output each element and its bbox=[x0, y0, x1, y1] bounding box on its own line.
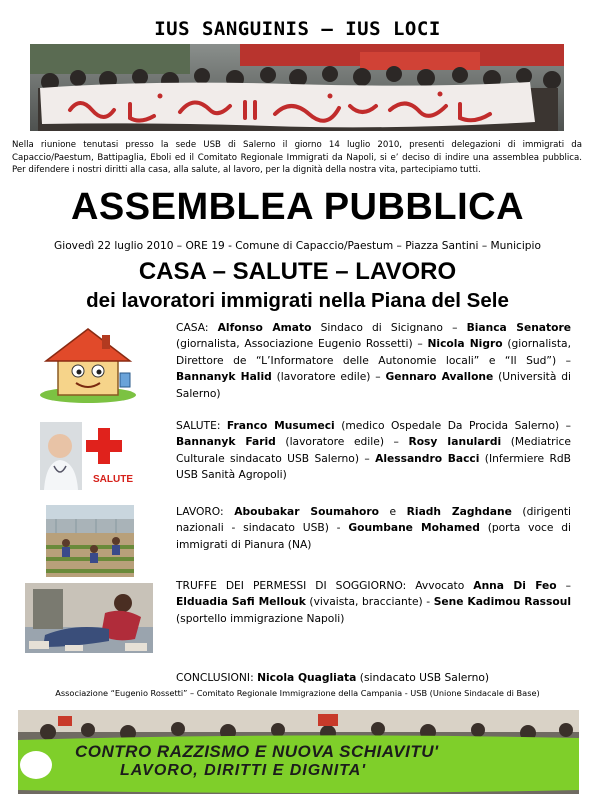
speaker-name: Nicola Quagliata bbox=[257, 671, 357, 684]
speaker-role: (porta voce di immigrati di Pianura (NA) bbox=[176, 521, 571, 551]
resting-man-image bbox=[25, 583, 153, 653]
speaker-name: Franco Musumeci bbox=[226, 419, 335, 432]
salute-label: SALUTE bbox=[93, 474, 133, 485]
intro-paragraph: Nella riunione tenutasi presso la sede USB di Salerno il giorno 14 luglio 2010, presenti delegazioni di immigrati da Capaccio/Paestum, Battipaglia, Eboli ed il Comitato Regionale Immigrati da Napoli, si e’ deciso di indire una assemblea pubblica. Per difendere i nostri diritti alla casa, alla salute, al lavoro, per la dignità della nostra vita, partecipiamo tutti. bbox=[12, 140, 582, 176]
section-salute bbox=[176, 418, 571, 484]
speaker-role: Sindaco di Sicignano – bbox=[311, 321, 467, 334]
speaker-role: – bbox=[556, 579, 572, 592]
organizers-line: Associazione “Eugenio Rossetti” – Comitato Regionale Immigrazione della Campania - USB (Unione Sindacale di Base) bbox=[55, 688, 540, 698]
speaker-name: Elduadia Safi Mellouk bbox=[176, 595, 306, 609]
speaker-role: (giornalista, Direttore de “L’Informatore delle Autonomie locali” e “Il Sud”) – bbox=[176, 337, 571, 367]
speaker-role: (giornalista, Associazione Eugenio Rossetti) – bbox=[176, 337, 428, 351]
speaker-role: (lavoratore edile) – bbox=[271, 370, 386, 384]
section-casa bbox=[176, 320, 571, 402]
speaker-name: Goumbane Mohamed bbox=[348, 521, 480, 535]
speaker-role: (Infermiere RdB USB Sanità Agropoli) bbox=[176, 451, 571, 482]
banner-slogan-line2: LAVORO, DIRITTI E DIGNITA' bbox=[120, 762, 367, 779]
speaker-role: (medico Ospedale Da Procida Salerno) – bbox=[334, 419, 571, 432]
speaker-name: Alessandro Bacci bbox=[375, 451, 480, 465]
speaker-role: (lavoratore edile) – bbox=[275, 435, 409, 449]
speaker-role: (sportello immigrazione Napoli) bbox=[176, 611, 345, 625]
conclusioni-label: CONCLUSIONI: bbox=[176, 671, 258, 684]
truffe-label: TRUFFE DEI PERMESSI DI SOGGIORNO: Avvocato bbox=[176, 579, 474, 592]
section-lavoro bbox=[176, 504, 571, 553]
speaker-role: (dirigenti nazionali - sindacato USB) - bbox=[176, 505, 572, 535]
speaker-role: e bbox=[378, 505, 407, 518]
section-truffe bbox=[176, 578, 571, 627]
subtitle-themes: CASA – SALUTE – LAVORO bbox=[138, 258, 457, 285]
speaker-name: Bannanyk Farid bbox=[176, 435, 276, 449]
lavoro-label: LAVORO: bbox=[176, 505, 235, 518]
speaker-name: Riadh Zaghdane bbox=[406, 505, 512, 518]
house-cartoon-image bbox=[38, 323, 138, 403]
header-title: IUS SANGUINIS – IUS LOCI bbox=[154, 18, 441, 40]
protest-photo-top bbox=[30, 44, 564, 131]
casa-label: CASA: bbox=[176, 321, 218, 334]
salute-section-label: SALUTE: bbox=[176, 419, 227, 432]
speaker-role: (vivaista, bracciante) - bbox=[305, 595, 434, 609]
speaker-role: (Università di Salerno) bbox=[176, 370, 572, 400]
speaker-name: Aboubakar Soumahoro bbox=[234, 505, 379, 518]
speaker-name: Gennaro Avallone bbox=[385, 370, 494, 384]
event-details: Giovedì 22 luglio 2010 – ORE 19 - Comune di Capaccio/Paestum – Piazza Santini – Municipio bbox=[54, 240, 541, 252]
speaker-name: Bannanyk Halid bbox=[176, 370, 272, 384]
speaker-name: Sene Kadimou Rassoul bbox=[433, 595, 571, 609]
field-workers-image bbox=[46, 505, 134, 577]
subtitle-workers: dei lavoratori immigrati nella Piana del Sele bbox=[86, 289, 509, 312]
section-conclusioni bbox=[176, 670, 571, 686]
speaker-name: Nicola Nigro bbox=[427, 337, 503, 351]
main-title: ASSEMBLEA PUBBLICA bbox=[70, 186, 525, 228]
speaker-name: Rosy Ianulardi bbox=[408, 435, 502, 449]
speaker-role: (sindacato USB Salerno) bbox=[356, 671, 490, 684]
banner-slogan-line1: CONTRO RAZZISMO E NUOVA SCHIAVITU' bbox=[75, 742, 439, 761]
speaker-name: Anna Di Feo bbox=[473, 579, 557, 592]
speaker-role: (Mediatrice Culturale sindacato USB Salerno) – bbox=[176, 435, 572, 465]
speaker-name: Alfonso Amato bbox=[217, 321, 312, 334]
speaker-name: Bianca Senatore bbox=[466, 321, 571, 334]
